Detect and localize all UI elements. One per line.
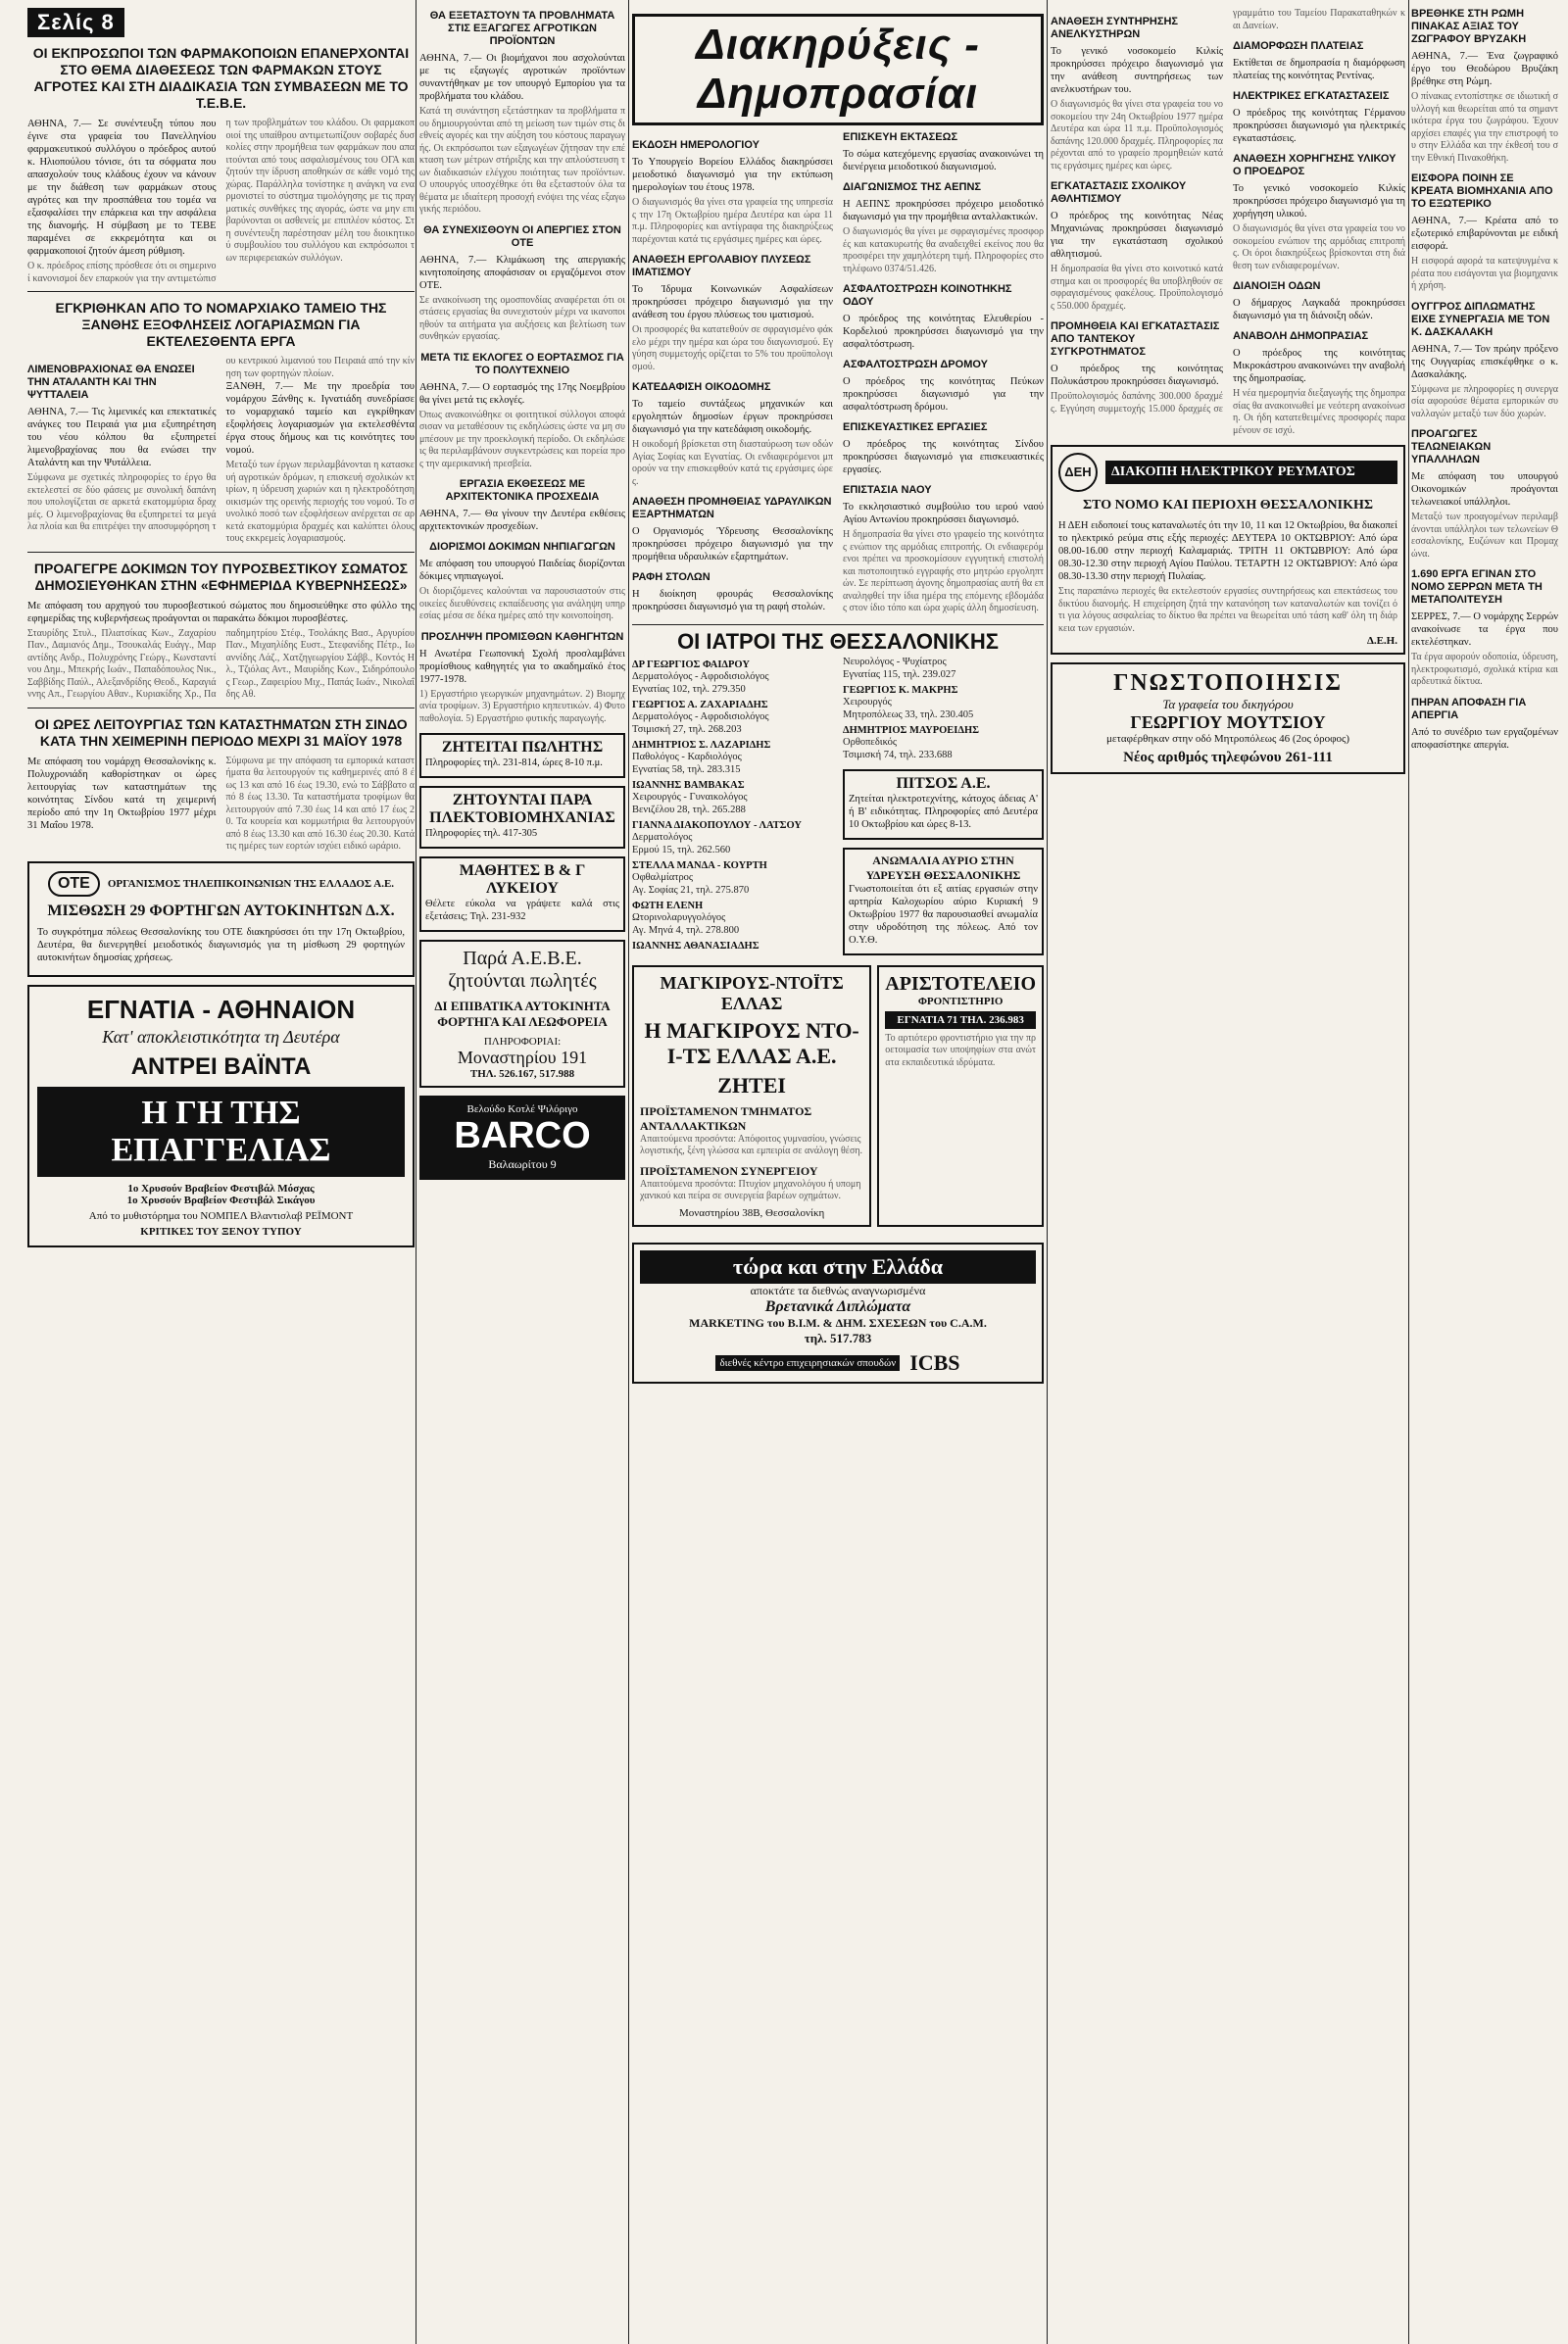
story-nursery: Με απόφαση του υπουργού Παιδείας διορίζονται δόκιμες νηπιαγωγοί. [419,559,625,582]
story-filler: Σύμφωνα με πληροφορίες η συνεργασία αφορούσε θέματα εμπορικών συναλλαγών μεταξύ των δύο χωρών. [1411,383,1558,419]
doctor-address: Ερμού 15, τηλ. 262.560 [632,844,731,855]
film-novel: Από το μυθιστόρημα του ΝΟΜΠΕΛ Βλαντισλαβ ΡΕΪΜΟΝΤ [88,1209,354,1222]
notice [1233,40,1405,82]
story-shops: Με απόφαση του νομάρχη Θεσσαλονίκης κ. Πολυχρονιάδη καθορίστηκαν οι ώρες λειτουργίας των καταστημάτων της κοινότητας Σίνδου κατά τη χειμερινή περίοδο από την 1η Οκτωβρίου 1977 μέχρι 31 Μαΐου 1978. [27,756,217,831]
notice-body: Εκτίθεται σε δημοπρασία η διαμόρφωση πλατείας της κοινότητας Ρεντίνας. [1233,58,1405,81]
story-body: ΑΘΗΝΑ, 7.— Ένα ζωγραφικό έργο του Θεοδώρου Βρυζάκη βρέθηκε στη Ρώμη. [1411,51,1558,87]
deh-logo: ΔΕΗ [1058,453,1098,492]
water-notice [843,848,1044,955]
column-rule [628,0,629,2344]
notice-title: ΑΝΑΒΟΛΗ ΔΗΜΟΠΡΑΣΙΑΣ [1233,330,1369,342]
doctor-address: Βενιζέλου 28, τηλ. 265.288 [632,804,746,815]
doctor-entry [632,860,833,897]
doctor-address: Εγνατίας 115, τηλ. 239.027 [843,668,956,680]
notice-filler: Ο διαγωνισμός θα γίνει στα γραφεία του νοσοκομείου ενώπιον της αρμόδιας επιτροπής. Οι όροι διακηρύξεως βρίσκονται στη διάθεση των ενδιαφερομένων. [1233,223,1405,271]
story-elections-continued: Όπως ανακοινώθηκε οι φοιτητικοί σύλλογοι αποφάσισαν να μεταθέσουν τις εκδηλώσεις ώστε να μη συμπέσουν με την προεκλογική περίοδο. Οι εκδηλώσεις θα περιλαμβάνουν συγκεντρώσεις και πορεία προς την αμερικανική πρεσβεία. [419,409,625,469]
doctor-specialty: Νευρολόγος - Ψυχίατρος [843,656,947,667]
story-title: ΠΡΟΑΓΩΓΕΣ ΤΕΛΩΝΕΙΑΚΩΝ ΥΠΑΛΛΗΛΩΝ [1411,428,1492,465]
story-pharma: ΑΘΗΝΑ, 7.— Σε συνέντευξη τύπου που έγινε στα γραφεία του Πανελληνίου φαρμακευτικού συλλόγου ο πρόεδρος αυτού κ. Ηλιοπούλου τόνισε, ότι τα σόφματα που απασχολούν τους κλάδους έχουν να κάνουν με την διάθεση των φαρμάκων στους αγρότες και την προσπάθεια του τομέα να εξασφαλίσει την επάρκεια και την ασφάλεια της διανομής. Η σύμβαση με το ΤΕΒΕ παραμένει σε εκκρεμότητα και οι φαρμακοποιοί ζητούν άμεση ρύθμιση. [27,119,217,257]
headline-nursery: ΔΙΟΡΙΣΜΟΙ ΔΟΚΙΜΩΝ ΝΗΠΙΑΓΩΓΩΝ [429,541,615,553]
pitsos-title: ΠΙΤΣΟΣ Α.Ε. [896,774,991,792]
story-professors: Η Ανωτέρα Γεωπονική Σχολή προσλαμβάνει προμίσθιους καθηγητές για το ακαδημαϊκό έτος 1977-1978. [419,648,625,685]
award-moscow: 1ο Χρυσούν Βραβείον Φεστιβάλ Μόσχας [127,1182,315,1195]
notice [1233,153,1405,220]
column-4 [1051,0,1405,2344]
barco-brand: BARCO [454,1115,591,1156]
notice [632,571,833,613]
story-xanthi: ΞΑΝΘΗ, 7.— Με την προεδρία του νομάρχου Ξάνθης κ. Ιγνατιάδη συνεδρίασε το νομαρχιακό ταμείο και εγκρίθηκαν εξοφλήσεις λογαριασμών για εκτελεσθέντα έργα στους δήμους και τις κοινότητες του νομού. [225,381,415,456]
notice [632,139,833,194]
film-title: Η ΓΗ ΤΗΣ ΕΠΑΓΓΕΛΙΑΣ [37,1087,405,1177]
aristoteleio-address: ΕΓΝΑΤΙΑ 71 ΤΗΛ. 236.983 [885,1011,1036,1029]
notice-body: Το γενικό νοσοκομείο Κιλκίς προκηρύσσει πρόχειρο διαγωνισμό για την ανάθεση συντηρήσεως των ανελκυστήρων του. [1051,46,1223,95]
story-title: 1.690 ΕΡΓΑ ΕΓΙΝΑΝ ΣΤΟ ΝΟΜΟ ΣΕΡΡΩΝ ΜΕΤΑ ΤΗ ΜΕΤΑΠΟΛΙΤΕΥΣΗ [1411,568,1543,606]
headline-professors: ΠΡΟΣΛΗΨΗ ΠΡΟΜΙΣΘΩΝ ΚΑΘΗΓΗΤΩΝ [420,630,624,643]
notice-body: Ο Οργανισμός Ύδρευσης Θεσσαλονίκης προκηρύσσει πρόχειρο διαγωνισμό για την προμήθεια υδραυλικών εξαρτημάτων. [632,526,833,562]
cinema-name: ΕΓΝΑΤΙΑ - ΑΘΗΝΑΙΟΝ [86,994,356,1024]
aebe-address: Μοναστηρίου 191 [457,1048,588,1067]
aebe-line3: ΔΙ ΕΠΙΒΑΤΙΚΑ ΑΥΤΟΚΙΝΗΤΑ ΦΟΡΤΗΓΑ ΚΑΙ ΛΕΩΦΟΡΕΙΑ [434,999,611,1029]
water-body: Γνωστοποιείται ότι εξ αιτίας εργασιών στην αρτηρία Καλοχωρίου αύριο Κυριακή 9 Οκτωβρίου 1977 θα παρουσιασθεί ανωμαλία στην υδροδότηση της πόλεως. Από τον Ο.Υ.Θ. [849,883,1038,946]
doctor-specialty: Δερματολόγος - Αφροδισιολόγος [632,710,769,722]
icbs-headline: τώρα και στην Ελλάδα [640,1250,1036,1284]
gnostopoiisis-ad [1051,662,1405,774]
notice-title: ΑΣΦΑΛΤΟΣΤΡΩΣΗ ΔΡΟΜΟΥ [843,359,988,370]
story-harbour-continued: Σύμφωνα με σχετικές πληροφορίες το έργο θα εκτελεστεί σε δύο φάσεις με συνολική δαπάνη που υπολογίζεται σε αρκετά εκατομμύρια δραχμές. Ο λιμενοβραχίονας θα εξυπηρετεί τα μεγάλα πλοία και θα επιτρέψει την αποσυμφόρηση του κεντρικού λιμανιού του Πειραιά από την κίνηση των φορτηγών πλοίων. [27,356,415,532]
notice [1051,180,1223,261]
notice [1233,90,1405,145]
pitsos-ad [843,769,1044,840]
story-filler: Η εισφορά αφορά τα κατεψυγμένα κρέατα που εισάγονται για βιομηχανική χρήση. [1411,256,1558,291]
icbs-line2: Βρετανικά Διπλώματα [764,1297,911,1315]
notice [843,421,1044,476]
story-shops-continued: Σύμφωνα με την απόφαση τα εμπορικά καταστήματα θα λειτουργούν τις καθημερινές από 8 έως 13 και από 16 έως 19.30, ενώ το Σάββατο από 8 έως 13.30. Τα καταστήματα τροφίμων θα λειτουργούν από 7.30 έως 14 και από 17 έως 20. Τα κουρεία και κομμωτήρια θα λειτουργούν από 8 έως 13.30 και από 16.30 έως 20.30. Κατά τις ημέρες των εορτών ισχύει ειδικό ωράριο. [225,755,415,852]
notice-filler: Οι προσφορές θα κατατεθούν σε σφραγισμένο φάκελο μέχρι την ημέρα και ώρα του διαγωνισμού. Εγγύηση συμμετοχής ορίζεται το 5% του προϋπολογισμού. [632,324,833,372]
story-filler: Μεταξύ των προαγομένων περιλαμβάνονται υπάλληλοι των τελωνείων Θεσσαλονίκης, Ευζώνων και Προμαχώνα. [1411,512,1558,560]
doctor-name: ΔΗΜΗΤΡΙΟΣ ΜΑΥΡΟΕΙΔΗΣ [843,724,980,736]
story-ote-strikes-continued: Σε ανακοίνωση της ομοσπονδίας αναφέρεται ότι οι στάσεις εργασίας θα συνεχιστούν μέχρι να ικανοποιηθούν τα αιτήματα για αυξήσεις και βελτίωση των συνθηκών εργασίας. [419,294,625,342]
doctor-name: ΙΩΑΝΝΗΣ ΒΑΜΒΑΚΑΣ [632,779,745,791]
headline-pharma: ΟΙ ΕΚΠΡΟΣΩΠΟΙ ΤΩΝ ΦΑΡΜΑΚΟΠΟΙΩΝ ΕΠΑΝΕΡΧΟΝΤΑΙ ΣΤΟ ΘΕΜΑ ΔΙΑΘΕΣΕΩΣ ΤΩΝ ΦΑΡΜΑΚΩΝ ΣΤΟΥΣ ΑΓΡΟΤΕΣ ΚΑΙ ΣΤΗ ΔΙΑΔΙΚΑΣΙΑ ΤΩΝ ΣΥΜΒΑΣΕΩΝ ΜΕ ΤΟ Τ.Ε.Β.Ε. [32,45,410,111]
story-title: ΠΗΡΑΝ ΑΠΟΦΑΣΗ ΓΙΑ ΑΠΕΡΓΙΑ [1411,696,1527,721]
ote-logo: ΟΤΕ [48,871,100,897]
doctors-list [632,656,1044,957]
notice-title: ΔΙΑΜΟΡΦΩΣΗ ΠΛΑΤΕΙΑΣ [1233,40,1364,52]
doctor-address: Μητροπόλεως 33, τηλ. 230.405 [843,708,974,720]
deh-sign: Δ.Ε.Η. [1366,635,1397,647]
aebe-line2: ζητούνται πωλητές [448,970,597,992]
notices-grid-2 [1051,8,1405,437]
doctor-name: ΣΤΕΛΛΑ ΜΑΝΔΑ - ΚΟΥΡΤΗ [632,859,767,871]
doctor-entry [843,685,1044,721]
doctor-entry [632,700,833,736]
page-marker: Σελίς 8 [27,8,124,37]
magirous-seeks: ΖΗΤΕΙ [717,1072,786,1098]
icbs-footer: διεθνές κέντρο επιχειρησιακών σπουδών [715,1355,900,1371]
icbs-brand: ICBS [909,1349,960,1375]
doctor-name: ΓΕΩΡΓΙΟΣ Κ. ΜΑΚΡΗΣ [843,684,958,696]
story-title: ΟΥΓΓΡΟΣ ΔΙΠΛΩΜΑΤΗΣ ΕΙΧΕ ΣΥΝΕΡΓΑΣΙΑ ΜΕ ΤΟΝ Κ. ΔΑΣΚΑΛΑΚΗ [1411,300,1550,338]
doctor-name: ΔΗΜΗΤΡΙΟΣ Σ. ΛΑΖΑΡΙΔΗΣ [632,739,771,751]
doctors-title: ΟΙ ΙΑΤΡΟΙ ΤΗΣ ΘΕΣΣΑΛΟΝΙΚΗΣ [677,628,999,654]
notice-body: Το σώμα κατεχόμενης εργασίας ανακοινώνει τη διενέργεια μειοδοτικού διαγωνισμού. [843,149,1044,172]
notice [1051,320,1223,388]
aebe-line1: Παρά Α.Ε.Β.Ε. [463,948,582,969]
doctor-entry [843,725,1044,761]
icbs-phone: τηλ. 517.783 [804,1330,872,1345]
gnostopoiisis-line2: μεταφέρθηκαν στην οδό Μητροπόλεως 46 (2ος όροφος) [1105,733,1350,745]
doctor-entry [632,659,833,696]
notice-title: ΕΠΙΣΚΕΥΑΣΤΙΚΕΣ ΕΡΓΑΣΙΕΣ [843,421,988,433]
ote-org-name: ΟΡΓΑΝΙΣΜΟΣ ΤΗΛΕΠΙΚΟΙΝΩΝΙΩΝ ΤΗΣ ΕΛΛΑΔΟΣ Α.Ε. [107,877,395,890]
doctor-name: ΔΡ ΓΕΩΡΓΙΟΣ ΦΑΙΔΡΟΥ [632,659,750,670]
notice-body: Ο πρόεδρος της κοινότητας Πολυκάστρου προκηρύσσει διαγωνισμό. [1051,364,1223,387]
notice-title: ΕΚΔΟΣΗ ΗΜΕΡΟΛΟΓΙΟΥ [632,139,760,151]
headline-farm: ΘΑ ΕΞΕΤΑΣΤΟΥΝ ΤΑ ΠΡΟΒΛΗΜΑΤΑ ΣΤΙΣ ΕΞΑΓΩΓΕΣ ΑΓΡΟΤΙΚΩΝ ΠΡΟΪΟΝΤΩΝ [429,10,615,47]
doctor-entry [632,820,833,856]
notice-filler: Η οικοδομή βρίσκεται στη διασταύρωση των οδών Αγίας Σοφίας και Εγνατίας. Οι ενδιαφερόμενοι μπορούν να την επισκεφθούν κατά τις εργάσιμες ώρες. [632,439,833,487]
icbs-ad [632,1243,1044,1384]
notice [632,254,833,321]
doctor-name: ΙΩΑΝΝΗΣ ΑΘΑΝΑΣΙΑΔΗΣ [632,940,760,952]
story-filler: Ο πίνακας εντοπίστηκε σε ιδιωτική συλλογή και θεωρείται από τα σημαντικότερα έργα του ζωγράφου. Έχουν αρχίσει επαφές για την επιστροφή του στην Ελλάδα και την έκθεσή του στην Εθνική Πινακοθήκη. [1411,91,1558,164]
magirous-position-a-text: Απαιτούμενα προσόντα: Απόφοιτος γυμνασίου, γνώσεις λογιστικής, ξένη γλώσσα και εμπειρία σε ανάλογη θέση. [640,1133,863,1157]
doctor-address: Εγνατίας 58, τηλ. 283.315 [632,763,741,775]
doctor-address: Αγ. Μηνά 4, τηλ. 278.800 [632,924,740,936]
aebe-info: ΠΛΗΡΟΦΟΡΙΑΙ: [483,1036,562,1048]
doctor-name: ΦΩΤΗ ΕΛΕΝΗ [632,900,704,911]
column-5 [1411,0,1558,2344]
gnostopoiisis-line3: Νέος αριθμός τηλεφώνου [1123,750,1282,765]
doctor-address: Αγ. Σοφίας 21, τηλ. 275.870 [632,884,750,896]
doctor-entry [632,740,833,776]
award-chicago: 1ο Χρυσούν Βραβείον Φεστιβάλ Σικάγου [126,1194,316,1206]
deh-body-continued: Στις παραπάνω περιοχές θα εκτελεστούν εργασίες συντηρήσεως και επεκτάσεως του δικτύου διανομής. Η επιχείρηση ζητά την κατανόηση των καταναλωτών και τονίζει ότι για λόγους ασφαλείας το δίκτυο θα πρέπει να θεωρείται υπό τάση καθ' όλη τη διάρκεια των εργασιών. [1058,586,1397,634]
aebe-ad [419,940,625,1088]
headline-elections: ΜΕΤΑ ΤΙΣ ΕΚΛΟΓΕΣ Ο ΕΟΡΤΑΣΜΟΣ ΓΙΑ ΤΟ ΠΟΛΥΤΕΧΝΕΙΟ [420,351,624,376]
deh-subtitle: ΣΤΟ ΝΟΜΟ ΚΑΙ ΠΕΡΙΟΧΗ ΘΕΣΣΑΛΟΝΙΚΗΣ [1082,498,1374,513]
story-firefighters: Με απόφαση του αρχηγού του πυροσβεστικού σώματος που δημοσιεύθηκε στο φύλλο της εφημερίδας της κυβερνήσεως προάγονται οι παρακάτω δόκιμοι πυροσβέστες. [27,600,415,624]
story-harbour: ΑΘΗΝΑ, 7.— Τις λιμενικές και επεκτατικές ανάγκες του Πειραιά για μια εξυπηρέτηση του νέου κόλπου θα εξυπηρετεί λιμενοβραχίονας που θα ενώσει την Αταλάντη και την Ψυτάλλεια. [27,407,217,468]
icbs-line1: αποκτάτε τα διεθνώς αναγνωρισμένα [750,1283,926,1297]
notice-filler: Η νέα ημερομηνία διεξαγωγής της δημοπρασίας θα ανακοινωθεί με νεότερη ανακοίνωση. Οι ήδη κατατεθειμένες προσφορές παραμένουν σε ισχύ. [1233,388,1405,436]
headline-harbour: ΛΙΜΕΝΟΒΡΑΧΙΟΝΑΣ ΘΑ ΕΝΩΣΕΙ ΤΗΝ ΑΤΑΛΑΝΤΗ ΚΑΙ ΤΗΝ ΨΥΤΤΑΛΕΙΑ [27,364,195,401]
story-title: ΕΙΣΦΟΡΑ ΠΟΙΝΗ ΣΕ ΚΡΕΑΤΑ ΒΙΟΜΗΧΑΝΙΑ ΑΠΟ ΤΟ ΕΞΩΤΕΡΙΚΟ [1411,172,1553,210]
notice-title: ΡΑΦΗ ΣΤΟΛΩΝ [632,571,710,583]
doctor-specialty: Χειρουργός - Γυναικολόγος [632,791,748,803]
film-critics: ΚΡΙΤΙΚΕΣ ΤΟΥ ΞΕΝΟΥ ΤΥΠΟΥ [140,1225,302,1238]
firefighters-list: Σταυρίδης Στυλ., Πλιατσίκας Κων., Ζαχαρίου Παν., Δαμιανός Δημ., Τσουκαλάς Ευάγγ., Μαραντίδης Ανδρ., Πολυχρόνης Γεώργ., Κωνσταντίνου Δημ., Μπεκρής Ιωάν., Παπαδόπουλος Νικ., Σαββίδης Παύλ., Αλεξανδρίδης Θεοδ., Καραγιάννης Απ., Γεωργίου Αθαν., Κυριακίδης Χρ., Παπαδημητρίου Στέφ., Τσολάκης Βασ., Αργυρίου Παν., Μιχαηλίδης Ευστ., Στεφανίδης Πέτρ., Ιωαννίδης Λάζ., Χατζηγεωργίου Σάββ., Κοντός Ηλ., Τζιόλας Αντ., Μαυρίδης Κων., Σιδηρόπουλος Γεωρ., Ζαφειρίου Μιχ., Παπάς Ιωάν., Νικολαΐδης Αθ. [27,627,415,700]
doctor-specialty: Χειρουργός [843,696,892,708]
notice-body: Η διοίκηση φρουράς Θεσσαλονίκης προκηρύσσει διαγωνισμό για τη ραφή στολών. [632,589,833,612]
notice-body: Η ΑΕΠΝΣ προκηρύσσει πρόχειρο μειοδοτικό διαγωνισμό για την προμήθεια ανταλλακτικών. [843,199,1044,222]
notice-filler: Προϋπολογισμός δαπάνης 300.000 δραχμές. Εγγύηση συμμετοχής 15.000 δραχμές σε γραμμάτιο του Ταμείου Παρακαταθηκών και Δανείων. [1051,8,1405,415]
notice-filler: Ο διαγωνισμός θα γίνει στα γραφεία της υπηρεσίας την 17η Οκτωβρίου ημέρα Δευτέρα και ώρα 11 π.μ. Πληροφορίες και αντίγραφα της διακηρύξεως παρέχονται κατά τις εργάσιμες ημέρες και ώρες. [632,197,833,245]
notice-filler: Ο διαγωνισμός θα γίνει στα γραφεία του νοσοκομείου την 24η Οκτωβρίου 1977 ημέρα Δευτέρα και ώρα 11 π.μ. Προϋπολογισμός δαπάνης 120.000 δραχμές. Πληροφορίες παρέχονται από το γραφείο προμηθειών κατά τις εργάσιμες ημέρες και ώρες. [1051,99,1223,171]
deh-title: ΔΙΑΚΟΠΗ ΗΛΕΚΤΡΙΚΟΥ ΡΕΥΜΑΤΟΣ [1105,461,1397,484]
column-rule [1408,0,1409,2344]
story-nursery-continued: Οι διοριζόμενες καλούνται να παρουσιαστούν στις οικείες διευθύνσεις εκπαίδευσης για ανάληψη υπηρεσίας μέσα σε δέκα ημέρες από την κοινοποίηση. [419,586,625,621]
notice-title: ΕΓΚΑΤΑΣΤΑΣΙΣ ΣΧΟΛΙΚΟΥ ΑΘΛΗΤΙΣΜΟΥ [1051,180,1187,205]
notice [632,381,833,436]
ote-ad-body: Το συγκρότημα πόλεως Θεσσαλονίκης του ΟΤΕ διακηρύσσει ότι την 17η Οκτωβρίου, Δευτέρα, θα διενεργηθεί μειοδοτικός διαγωνισμός για τη μίσθωση 29 φορτηγών αυτοκινήτων δημοσίας χρήσεως. [37,926,405,963]
section-banner: Διακηρύξεις - Δημοπρασίαι [632,14,1044,125]
notice-body: Το Ίδρυμα Κοινωνικών Ασφαλίσεων προκηρύσσει πρόχειρο διαγωνισμό για την ανάθεση του έργου πλύσεως του ιματισμού. [632,284,833,320]
notice-body: Το εκκλησιαστικό συμβούλιο του ιερού ναού Αγίου Αντωνίου προκηρύσσει διαγωνισμό. [843,502,1044,525]
gnostopoiisis-line1: Τα γραφεία του δικηγόρου [1162,697,1294,711]
lawyer-name: ΓΕΩΡΓΙΟΥ ΜΟΥΤΣΙΟΥ [1130,712,1326,732]
magirous-position-b-text: Απαιτούμενα προσόντα: Πτυχίον μηχανολόγου ή υπομηχανικού και πείρα σε συνεργεία βαρέων οχημάτων. [640,1178,861,1202]
notice-body: Το Υπουργείο Βορείου Ελλάδος διακηρύσσει μειοδοτικό διαγωνισμό για την εκτύπωση ημερολογίων του έτους 1978. [632,157,833,193]
notice-title: ΠΡΟΜΗΘΕΙΑ ΚΑΙ ΕΓΚΑΤΑΣΤΑΣΙΣ ΑΠΟ ΤΑΝΤΕΚΟΥ ΣΥΓΚΡΟΤΗΜΑΤΟΣ [1051,320,1220,358]
knitting-body: Πληροφορίες τηλ. 417-305 [425,828,538,839]
notice-body: Ο πρόεδρος της κοινότητας Νέας Μηχανιώνας προκηρύσσει διαγωνισμό για την εγκατάσταση σχολικού αθλητισμού. [1051,211,1223,260]
notice-title: ΑΝΑΘΕΣΗ ΠΡΟΜΗΘΕΙΑΣ ΥΔΡΑΥΛΙΚΩΝ ΕΞΑΡΤΗΜΑΤΩΝ [632,496,832,520]
deh-notice [1051,445,1405,655]
notice-body: Ο πρόεδρος της κοινότητας Μικροκάστρου ανακοινώνει την αναβολή της δημοπρασίας. [1233,348,1405,384]
column-2 [419,0,625,2344]
magirous-ad [632,965,871,1227]
doctor-specialty: Δερματολόγος - Αφροδισιολόγος [632,670,769,682]
water-title: ΑΝΩΜΑΛΙΑ ΑΥΡΙΟ ΣΤΗΝ ΥΔΡΕΥΣΗ ΘΕΣΣΑΛΟΝΙΚΗΣ [865,853,1021,882]
notice [1233,280,1405,322]
doctor-address: Εγνατίας 102, τηλ. 279.350 [632,683,746,695]
story-xanthi-continued: Μεταξύ των έργων περιλαμβάνονται η κατασκευή αγροτικών δρόμων, η επισκευή σχολικών κτιρίων, η ύδρευση χωριών και η ηλεκτροδότηση οικισμών της ορεινής περιοχής του νομού. Το συνολικό ποσό των εξοφλήσεων ανέρχεται σε αρκετά εκατομμύρια δραχμές και καλύπτει όλους τους εκκρεμείς λογαριασμούς. [225,460,415,544]
notice-title: ΔΙΑΓΩΝΙΣΜΟΣ ΤΗΣ ΑΕΠΝΣ [843,181,981,193]
students-body: Θέλετε εύκολα να γράψετε καλά στις εξετάσεις; Τηλ. 231-932 [425,899,619,922]
notice-body: Ο δήμαρχος Λαγκαδά προκηρύσσει διαγωνισμό για τη διάνοιξη οδών. [1233,298,1405,321]
notice-title: ΑΝΑΘΕΣΗ ΧΟΡΗΓΗΣΗΣ ΥΛΙΚΟΥ Ο ΠΡΟΕΔΡΟΣ [1233,153,1396,177]
icbs-line3: MARKETING του B.I.M. & ΔΗΜ. ΣΧΕΣΕΩΝ του C.A.M. [689,1315,987,1330]
notice-body: Ο πρόεδρος της κοινότητας Πεύκων προκηρύσσει διαγωνισμό για την ασφαλτόστρωση δρόμου. [843,376,1044,413]
notice-title: ΑΝΑΘΕΣΗ ΕΡΓΟΛΑΒΙΟΥ ΠΛΥΣΕΩΣ ΙΜΑΤΙΣΜΟΥ [632,254,811,278]
doctor-specialty: Δερματολόγος [632,831,693,843]
headline-firefighters: ΠΡΟΑΓΕΓΡΕ ΔΟΚΙΜΩΝ ΤΟΥ ΠΥΡΟΣΒΕΣΤΙΚΟΥ ΣΩΜΑΤΟΣ ΔΗΜΟΣΙΕΥΘΗΚΑΝ ΣΤΗΝ «ΕΦΗΜΕΡΙΔΑ ΚΥΒΕΡΝΗΣΕΩΣ» [33,560,409,593]
notice-body: Το ταμείο συντάξεως μηχανικών και εργοληπτών δημοσίων έργων προκηρύσσει διαγωνισμό για την κατεδάφιση οικοδομής. [632,399,833,435]
notice [843,283,1044,351]
notices-grid [632,131,1044,618]
magirous-address: Μοναστηρίου 38Β, Θεσσαλονίκη [678,1206,825,1219]
story-body: Με απόφαση του υπουργού Οικονομικών προάγονται τελωνειακοί υπάλληλοι. [1411,471,1558,508]
magirous-title: Η ΜΑΓΚΙΡΟΥΣ ΝΤΟ-Ι-ΤΣ ΕΛΛΑΣ Α.Ε. [644,1017,859,1068]
notice-title: ΑΣΦΑΛΤΟΣΤΡΩΣΗ ΚΟΙΝΟΤΗΚΗΣ ΟΔΟΥ [843,283,1012,308]
magirous-company: ΜΑΓΚΙΡΟΥΣ-ΝΤΟΪΤΣ ΕΛΛΑΣ [660,972,844,1013]
story-body: ΣΕΡΡΕΣ, 7.— Ο νομάρχης Σερρών ανακοίνωσε τα έργα που εκτελέστηκαν. [1411,611,1558,648]
barco-ad [419,1096,625,1180]
magirous-position-b: ΠΡΟΪΣΤΑΜΕΝΟΝ ΣΥΝΕΡΓΕΙΟΥ [640,1163,818,1178]
headline-shops: ΟΙ ΩΡΕΣ ΛΕΙΤΟΥΡΓΙΑΣ ΤΩΝ ΚΑΤΑΣΤΗΜΑΤΩΝ ΣΤΗ ΣΙΝΔΟ ΚΑΤΑ ΤΗΝ ΧΕΙΜΕΡΙΝΗ ΠΕΡΙΟΔΟ ΜΕΧΡΙ 31 ΜΑΪΟΥ 1978 [34,715,408,749]
headline-architects: ΕΡΓΑΣΙΑ ΕΚΘΕΣΕΩΣ ΜΕ ΑΡΧΙΤΕΚΤΟΝΙΚΑ ΠΡΟΣΧΕΔΙΑ [445,478,600,503]
story-title: ΒΡΕΘΗΚΕ ΣΤΗ ΡΩΜΗ ΠΙΝΑΚΑΣ ΑΞΙΑΣ ΤΟΥ ΖΩΓΡΑΦΟΥ ΒΡΥΖΑΚΗ [1411,8,1527,45]
notice [1233,330,1405,385]
doctor-specialty: Οφθαλμίατρος [632,871,694,883]
pitsos-body: Ζητείται ηλεκτροτεχνίτης, κάτοχος άδειας Α' ή Β' ειδικότητας. Πληροφορίες από Δευτέρα 10 Οκτωβρίου και ώρες 8-13. [849,793,1038,830]
seller-body: Πληροφορίες τηλ. 231-814, ώρες 8-10 π.μ. [425,757,603,768]
headline-ote-strikes: ΘΑ ΣΥΝΕΧΙΣΘΟΥΝ ΟΙ ΑΠΕΡΓΙΕΣ ΣΤΟΝ ΟΤΕ [423,223,621,249]
knitting-ad [419,786,625,849]
students-title: ΜΑΘΗΤΕΣ Β & Γ ΛΥΚΕΙΟΥ [459,862,586,897]
story-elections: ΑΘΗΝΑ, 7.— Ο εορτασμός της 17ης Νοεμβρίου θα γίνει μετά τις εκλογές. [419,381,625,406]
cinema-advertisement [27,985,415,1247]
aristoteleio-subtitle: ΦΡΟΝΤΙΣΤΗΡΙΟ [917,995,1004,1007]
doctor-specialty: Παθολόγος - Καρδιολόγος [632,751,742,762]
students-ad [419,856,625,932]
story-architects: ΑΘΗΝΑ, 7.— Θα γίνουν την Δευτέρα εκθέσεις αρχιτεκτονικών προσχεδίων. [419,509,625,532]
doctor-name: ΓΕΩΡΓΙΟΣ Α. ΖΑΧΑΡΙΑΔΗΣ [632,699,768,710]
headline-xanthi: ΕΓΚΡΙΘΗΚΑΝ ΑΠΟ ΤΟ ΝΟΜΑΡΧΙΑΚΟ ΤΑΜΕΙΟ ΤΗΣ ΞΑΝΘΗΣ ΕΞΟΦΛΗΣΕΙΣ ΛΟΓΑΡΙΑΣΜΩΝ ΓΙΑ ΕΚΤΕΛΕΣΘΕΝΤΑ ΕΡΓΑ [55,300,387,349]
column-3 [632,0,1044,2344]
seller-ad [419,733,625,778]
column-1 [27,0,415,2344]
knitting-title: ΖΗΤΟΥΝΤΑΙ ΠΑΡΑ ΠΛΕΚΤΟΒΙΟΜΗΧΑΝΙΑΣ [429,792,615,826]
notice [843,131,1044,173]
doctor-name: ΓΙΑΝΝΑ ΔΙΑΚΟΠΟΥΛΟΥ - ΛΑΤΣΟΥ [632,819,802,831]
notice-body: Ο πρόεδρος της κοινότητας Γέρμανου προκηρύσσει διαγωνισμό για ηλεκτρικές εγκαταστάσεις. [1233,108,1405,144]
film-director: ΑΝΤΡΕΙ ΒΑΪΝΤΑ [130,1052,312,1080]
notice [843,181,1044,223]
aristoteleio-ad [877,965,1044,1227]
aristoteleio-title: ΑΡΙΣΤΟΤΕΛΕΙΟ [885,972,1036,995]
story-farm-continued: Κατά τη συνάντηση εξετάστηκαν τα προβλήματα που δημιουργούνται από τη μείωση των τιμών στις διεθνείς αγορές και την αύξηση του κόστους παραγωγής. Οι εκπρόσωποι των εξαγωγέων ζήτησαν την επέκταση των μέτρων στήριξης και την απλούστευση των διαδικασιών ελέγχου ποιότητας των προϊόντων. Ο υπουργός υποσχέθηκε ότι θα εξεταστούν όλα τα θέματα με ιδιαίτερη προσοχή ενόψει της νέας εξαγωγικής περιόδου. [419,106,625,215]
doctor-specialty: Ορθοπεδικός [843,736,898,748]
notice [1051,16,1223,96]
notice [632,496,833,563]
notice [843,359,1044,414]
seller-title: ΖΗΤΕΙΤΑΙ ΠΩΛΗΤΗΣ [441,739,604,756]
notice-title: ΚΑΤΕΔΑΦΙΣΗ ΟΙΚΟΔΟΜΗΣ [632,381,771,393]
story-professors-continued: 1) Εργαστήριο γεωργικών μηχανημάτων. 2) Βιομηχανία τροφίμων. 3) Εργαστήριο κηπευτικών. 4) Φυτοπαθολογία. 5) Εργαστήριο φυτικής παραγωγής. [419,688,625,724]
gnostopoiisis-title: ΓΝΩΣΤΟΠΟΙΗΣΙΣ [1113,670,1343,696]
story-pharma-continued: Ο κ. πρόεδρος επίσης πρόσθεσε ότι οι σημερινοί κανονισμοί δεν επαρκούν για την αντιμετώπιση των προβλημάτων του κλάδου. Οι φαρμακοποιοί της υπαίθρου αντιμετωπίζουν σοβαρές δυσκολίες στην προμήθεια των φαρμάκων που απαιτούνται από τους ασφαλισμένους του ΟΓΑ και ζητούν την ίδρυση αποθηκών σε κάθε νομό της χώρας. Παράλληλα τονίστηκε η ανάγκη να εναρμονιστεί το σύστημα τιμολόγησης με τις πραγματικές συνθήκες της αγοράς, ώστε να μην επιβαρύνονται οι ασθενείς με επιπλέον κόστος. Στη συνέντευξη παρέστησαν μέλη του διοικητικού συμβουλίου του συλλόγου και εκπρόσωποι των περιφερειακών συλλόγων. [27,118,415,284]
magirous-position-a: ΠΡΟΪΣΤΑΜΕΝΟΝ ΤΜΗΜΑΤΟΣ ΑΝΤΑΛΛΑΚΤΙΚΩΝ [640,1103,812,1133]
doctor-entry [632,901,833,937]
aebe-phone: ΤΗΛ. 526.167, 517.988 [469,1068,575,1080]
column-rule [1047,0,1048,2344]
aristoteleio-text: Το αρτιότερο φροντιστήριο για την προετοιμασία των υποψηφίων στα ανώτατα εκπαιδευτικά ιδρύματα. [885,1032,1036,1068]
story-filler: Τα έργα αφορούν οδοποιία, ύδρευση, ηλεκτροφωτισμό, σχολικά κτίρια και αρδευτικά δίκτυα. [1411,652,1558,687]
ote-advertisement [27,861,415,977]
notice-filler: Ο διαγωνισμός θα γίνει με σφραγισμένες προσφορές και κατακυρωτής θα αναδειχθεί εκείνος που θα προσφέρει την χαμηλότερη τιμή. Πληροφορίες στο τηλέφωνο 0374/51.426. [843,226,1044,274]
story-body: ΑΘΗΝΑ, 7.— Κρέατα από το εξωτερικό επιβαρύνονται με ειδική εισφορά. [1411,216,1558,252]
story-body: Από το συνέδριο των εργαζομένων αποφασίστηκε απεργία. [1411,726,1558,751]
lawyer-phone: 261-111 [1285,750,1333,765]
notice-title: ΑΝΑΘΕΣΗ ΣΥΝΤΗΡΗΣΗΣ ΑΝΕΛΚΥΣΤΗΡΩΝ [1051,16,1179,40]
deh-body: Η ΔΕΗ ειδοποιεί τους καταναλωτές ότι την 10, 11 και 12 Οκτωβρίου, θα διακοπεί το ηλεκτρικό ρεύμα στις εξής περιοχές: ΔΕΥΤΕΡΑ 10 ΟΚΤΩΒΡΙΟΥ: Από ώρα 08.00-16.00 στην περιοχή Καλαμαριάς. ΤΡΙΤΗ 11 ΟΚΤΩΒΡΙΟΥ: Από ώρα 08.30-12.30 στην περιοχή Αγίου Παύλου. ΤΕΤΑΡΤΗ 12 ΟΚΤΩΒΡΙΟΥ: Από ώρα 08.30-13.30 στην περιοχή Πυλαίας. [1058,520,1397,582]
notice-title: ΕΠΙΣΤΑΣΙΑ ΝΑΟΥ [843,484,932,496]
ote-ad-title: ΜΙΣΘΩΣΗ 29 ΦΟΡΤΗΓΩΝ ΑΥΤΟΚΙΝΗΤΩΝ Δ.Χ. [47,902,395,919]
notice-title: ΔΙΑΝΟΙΞΗ ΟΔΩΝ [1233,280,1321,292]
cinema-subtitle: Κατ' αποκλειστικότητα τη Δευτέρα [102,1026,340,1047]
notice [843,484,1044,526]
notice-body: Ο πρόεδρος της κοινότητας Ελευθερίου - Κορδελιού προκηρύσσει διαγωνισμό για την ασφαλτόστρωση. [843,314,1044,350]
story-body: ΑΘΗΝΑ, 7.— Τον πρώην πρόξενο της Ουγγαρίας επισκέφθηκε ο κ. Δασκαλάκης. [1411,343,1558,380]
story-farm: ΑΘΗΝΑ, 7.— Οι βιομήχανοι που ασχολούνται με τις εξαγωγές αγροτικών προϊόντων συναντήθηκαν με τον υπουργό Εμπορίου για τα προβλήματα του κλάδου. [419,53,625,102]
notice-title: ΕΠΙΣΚΕΥΗ ΕΚΤΑΣΕΩΣ [843,131,958,143]
barco-address: Βαλαωρίτου 9 [488,1157,557,1171]
notice-title: ΗΛΕΚΤΡΙΚΕΣ ΕΓΚΑΤΑΣΤΑΣΕΙΣ [1233,90,1390,102]
notice-filler: Η δημοπρασία θα γίνει στο γραφείο της κοινότητας ενώπιον της αρμόδιας επιτροπής. Οι ενδιαφερόμενοι πρέπει να προσκομίσουν εγγυητική επιστολή και πιστοποιητικό εγγραφής στο μητρώο εργοληπτών. Σε περίπτωση άγονης δημοπρασίας αυτή θα επαναληφθεί την ίδια ημέρα της επόμενης εβδομάδας στον ίδιο τόπο και ώρα χωρίς άλλη δημοσίευση. [843,529,1044,613]
story-ote-strikes: ΑΘΗΝΑ, 7.— Κλιμάκωση της απεργιακής κινητοποίησης αποφάσισαν οι εργαζόμενοι στον ΟΤΕ. [419,254,625,291]
barco-tag: Βελούδο Κοτλέ Ψιλόριγο [466,1103,578,1115]
doctor-specialty: Ωτορινολαρυγγολόγος [632,911,726,923]
doctor-address: Τσιμισκή 27, τηλ. 268.203 [632,723,742,735]
notice-filler: Η δημοπρασία θα γίνει στο κοινοτικό κατάστημα και οι προσφορές θα υποβληθούν σε σφραγισμένους φακέλους. Προϋπολογισμός 550.000 δραχμές. [1051,264,1223,312]
doctor-entry [632,780,833,816]
notice-body: Το γενικό νοσοκομείο Κιλκίς προκηρύσσει πρόχειρο διαγωνισμό για τη χορήγηση υλικού. [1233,183,1405,220]
notice-body: Ο πρόεδρος της κοινότητας Σίνδου προκηρύσσει διαγωνισμό για επισκευαστικές εργασίες. [843,439,1044,475]
doctor-address: Τσιμισκή 74, τηλ. 233.688 [843,749,953,760]
